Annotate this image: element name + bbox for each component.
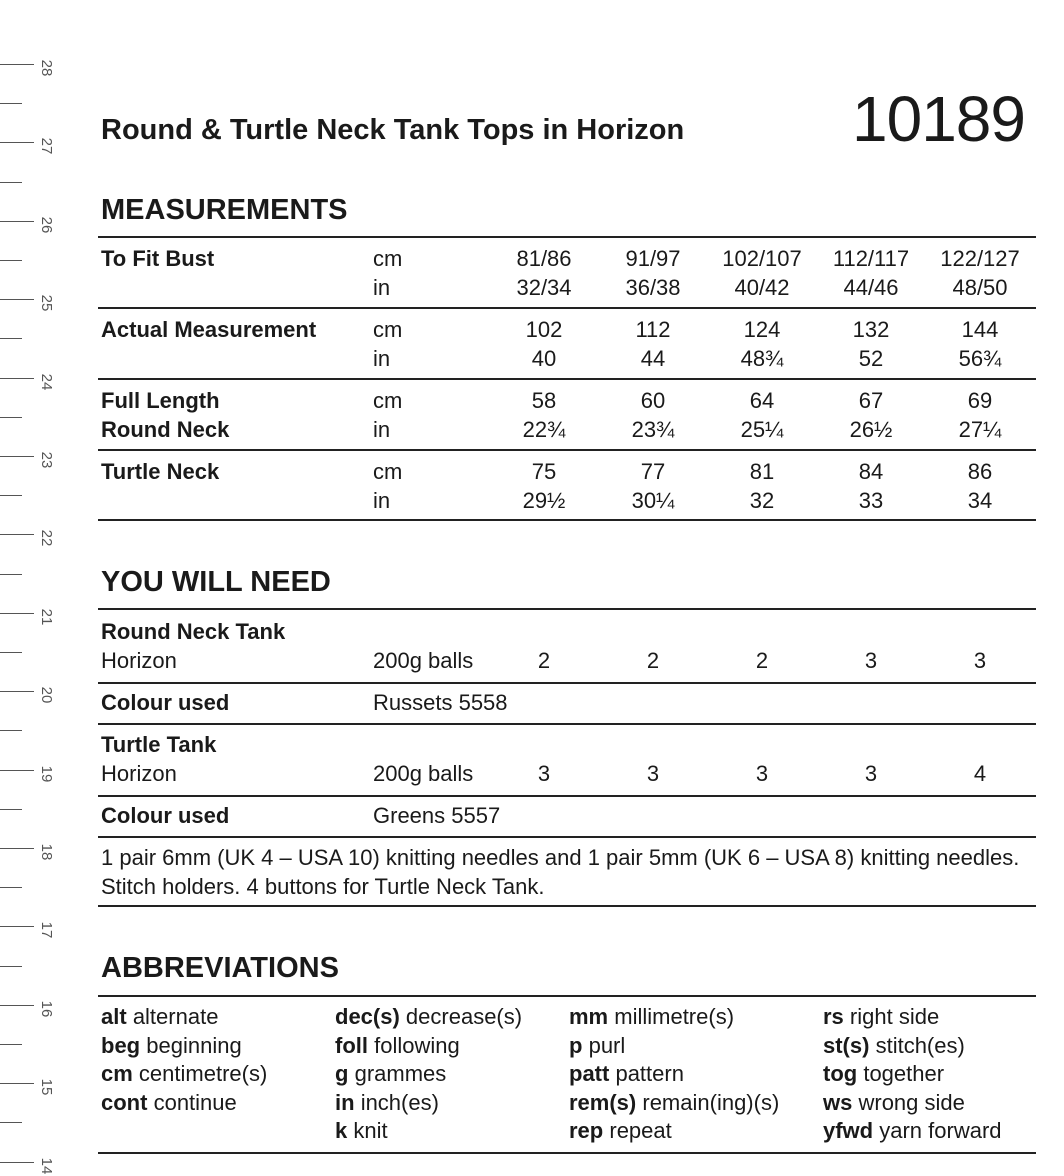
ruler-number: 21 [38, 608, 55, 626]
unit-cm: cm [373, 459, 403, 484]
abbreviation-item [335, 1032, 522, 1061]
round-neck-title: Round Neck Tank [101, 619, 286, 644]
ruler-number: 20 [38, 686, 55, 704]
cm-value: 75 [531, 459, 557, 484]
ruler-number: 15 [38, 1078, 55, 1096]
ball-count: 2 [755, 648, 769, 673]
abbreviation-term: dec(s) [335, 1004, 400, 1029]
abbreviation-term: patt [569, 1061, 610, 1086]
abbreviation-term: rep [569, 1118, 604, 1143]
unit-in: in [373, 417, 391, 442]
ruler-tick [0, 299, 34, 300]
abbreviation-item [569, 1117, 779, 1146]
ruler-tick [0, 926, 34, 927]
ball-count: 3 [864, 761, 878, 786]
ball-count: 3 [973, 648, 987, 673]
ruler-tick [0, 378, 34, 379]
abbreviation-term: p [569, 1032, 583, 1058]
abbreviation-term: st(s) [823, 1032, 870, 1058]
abbreviation-definition: purl [588, 1032, 626, 1058]
ruler-tick [0, 456, 34, 457]
abbreviation-term: cm [101, 1061, 133, 1086]
abbreviation-item [823, 1117, 1002, 1146]
divider [98, 682, 1036, 684]
in-value: 36/38 [625, 275, 681, 300]
you-will-need-heading: YOU WILL NEED [101, 566, 331, 598]
in-value: 25¼ [740, 417, 784, 442]
abbreviation-definition: alternate [132, 1004, 219, 1029]
in-value: 32 [749, 488, 775, 513]
abbreviation-definition: continue [153, 1089, 237, 1115]
cm-value: 102/107 [722, 246, 802, 271]
abbreviation-item [101, 1089, 267, 1118]
abbreviation-definition: pattern [615, 1061, 684, 1086]
ruler-tick [0, 534, 34, 535]
divider [98, 723, 1036, 725]
abbreviation-definition: yarn forward [879, 1118, 1002, 1143]
cm-value: 81/86 [516, 246, 572, 271]
cm-value: 112/117 [832, 246, 910, 271]
cm-value: 60 [640, 388, 666, 413]
abbreviation-definition: grammes [354, 1061, 447, 1086]
ruler-number: 17 [38, 922, 55, 939]
unit-cm: cm [373, 388, 403, 413]
turtle-unit: 200g balls [373, 761, 474, 786]
unit-in: in [373, 488, 391, 513]
ball-count: 3 [537, 761, 551, 786]
abbreviation-column [569, 1003, 779, 1146]
abbreviation-term: beg [101, 1032, 141, 1058]
divider [98, 519, 1036, 521]
row-label: Round Neck [101, 417, 230, 442]
ball-count: 3 [864, 648, 878, 673]
abbreviation-term: yfwd [823, 1118, 874, 1143]
unit-in: in [373, 346, 391, 371]
abbreviation-column [101, 1003, 267, 1117]
abbreviation-item [335, 1060, 522, 1089]
cm-value: 77 [640, 459, 666, 484]
abbreviation-definition: millimetre(s) [614, 1004, 735, 1029]
ruler-tick [0, 221, 34, 222]
ruler-tick [0, 848, 34, 849]
ruler-tick [0, 338, 22, 339]
abbreviation-definition: inch(es) [360, 1089, 439, 1115]
in-value: 27¼ [958, 417, 1002, 442]
unit-in: in [373, 275, 391, 300]
in-value: 40 [531, 346, 557, 371]
ruler-number: 27 [38, 138, 55, 155]
divider [98, 905, 1036, 907]
ruler-tick [0, 417, 22, 418]
cm-value: 58 [531, 388, 557, 413]
abbreviation-item [101, 1060, 267, 1089]
in-value: 48¾ [740, 346, 784, 371]
abbreviation-item [335, 1003, 522, 1032]
abbreviation-term: tog [823, 1061, 858, 1086]
row-label: To Fit Bust [101, 246, 215, 271]
abbreviation-definition: decrease(s) [405, 1004, 523, 1029]
abbreviations-heading: ABBREVIATIONS [101, 952, 339, 984]
ruler-number: 22 [38, 530, 55, 547]
abbreviation-item [335, 1089, 522, 1118]
abbreviation-item [101, 1032, 267, 1061]
abbreviation-definition: stitch(es) [875, 1032, 965, 1058]
in-value: 40/42 [734, 275, 790, 300]
ruler-tick [0, 142, 34, 143]
abbreviation-definition: together [863, 1061, 945, 1086]
ruler-tick [0, 691, 34, 692]
ruler-number: 24 [38, 373, 55, 390]
colour-used-label: Colour used [101, 803, 230, 828]
abbreviation-item [823, 1003, 1002, 1032]
measurements-heading: MEASUREMENTS [101, 194, 348, 226]
divider [98, 995, 1036, 997]
ball-count: 3 [755, 761, 769, 786]
cm-value: 91/97 [625, 246, 681, 271]
abbreviation-term: cont [101, 1089, 148, 1115]
ruler-number: 19 [38, 765, 55, 782]
abbreviation-definition: beginning [146, 1032, 242, 1058]
cm-value: 124 [743, 317, 781, 342]
cm-value: 122/127 [940, 246, 1020, 271]
round-neck-unit: 200g balls [373, 648, 474, 673]
in-value: 30¼ [631, 488, 675, 513]
cm-value: 112 [635, 317, 671, 342]
in-value: 23¾ [631, 417, 675, 442]
ruler-tick [0, 1005, 34, 1006]
abbreviation-item [569, 1060, 779, 1089]
abbreviation-definition: centimetre(s) [138, 1061, 268, 1086]
abbreviation-term: ws [823, 1089, 853, 1115]
page-title: Round & Turtle Neck Tank Tops in Horizon [101, 114, 685, 146]
abbreviation-term: rem(s) [569, 1089, 637, 1115]
abbreviation-item [823, 1032, 1002, 1061]
cm-value: 84 [858, 459, 884, 484]
ruler-tick [0, 966, 22, 967]
in-value: 52 [858, 346, 884, 371]
ruler-number: 18 [38, 843, 55, 861]
ruler-tick [0, 652, 22, 653]
ball-count: 2 [537, 648, 551, 673]
ruler-tick [0, 1122, 22, 1123]
ruler-tick [0, 64, 34, 65]
abbreviation-definition: following [374, 1032, 460, 1058]
divider [98, 795, 1036, 797]
turtle-yarn: Horizon [101, 761, 177, 786]
abbreviation-item [823, 1060, 1002, 1089]
divider [98, 378, 1036, 380]
abbreviation-column [335, 1003, 522, 1146]
abbreviation-item [569, 1032, 779, 1061]
abbreviation-definition: knit [353, 1118, 388, 1143]
unit-cm: cm [373, 317, 403, 342]
ruler-tick [0, 1083, 34, 1084]
ruler-tick [0, 730, 22, 731]
colour-used-label: Colour used [101, 690, 230, 715]
cm-value: 64 [749, 388, 775, 413]
ball-count: 2 [646, 648, 660, 673]
ruler-tick [0, 182, 22, 183]
abbreviation-term: mm [569, 1004, 609, 1029]
needles-text: 1 pair 6mm (UK 4 – USA 10) knitting needles and 1 pair 5mm (UK 6 – USA 8) knitting needles. Stitch holders. 4 buttons for Turtle Neck Tank. [101, 845, 1020, 899]
abbreviation-item [335, 1117, 522, 1146]
in-value: 33 [858, 488, 884, 513]
divider [98, 449, 1036, 451]
divider [98, 608, 1036, 610]
round-neck-colour: Russets 5558 [373, 690, 508, 715]
pattern-number: 10189 [852, 83, 1025, 155]
in-value: 44 [640, 346, 666, 371]
ruler-number: 28 [38, 59, 55, 77]
abbreviation-term: k [335, 1118, 348, 1143]
row-label: Actual Measurement [101, 317, 317, 342]
cm-value: 86 [967, 459, 993, 484]
ruler-number: 16 [38, 1000, 55, 1018]
ball-count: 3 [646, 761, 660, 786]
cm-value: 81 [749, 459, 775, 484]
in-value: 44/46 [843, 275, 899, 300]
ruler-number: 26 [38, 216, 55, 234]
row-label: Full Length [101, 388, 220, 413]
ruler-tick [0, 887, 22, 888]
in-value: 56¾ [958, 346, 1002, 371]
ruler-tick [0, 613, 34, 614]
side-ruler [0, 0, 70, 1175]
ruler-tick [0, 770, 34, 771]
abbreviation-definition: repeat [609, 1118, 672, 1143]
ball-count: 4 [973, 761, 987, 786]
abbreviation-item [569, 1089, 779, 1118]
round-neck-yarn: Horizon [101, 648, 177, 673]
ruler-tick [0, 1044, 22, 1045]
in-value: 48/50 [952, 275, 1008, 300]
row-label: Turtle Neck [101, 459, 220, 484]
turtle-colour: Greens 5557 [373, 803, 501, 828]
abbreviation-term: rs [823, 1004, 844, 1029]
in-value: 26½ [849, 417, 893, 442]
in-value: 34 [967, 488, 993, 513]
ruler-tick [0, 574, 22, 575]
cm-value: 102 [525, 317, 563, 342]
abbreviation-term: g [335, 1061, 349, 1086]
ruler-number: 14 [38, 1157, 55, 1174]
cm-value: 144 [961, 317, 999, 342]
in-value: 29½ [522, 488, 566, 513]
ruler-tick [0, 103, 22, 104]
abbreviation-definition: right side [849, 1004, 940, 1029]
cm-value: 69 [967, 388, 993, 413]
ruler-tick [0, 1162, 34, 1163]
divider [98, 236, 1036, 238]
cm-value: 67 [858, 388, 884, 413]
turtle-title: Turtle Tank [101, 732, 217, 757]
divider [98, 307, 1036, 309]
ruler-number: 25 [38, 294, 55, 312]
abbreviation-term: alt [101, 1004, 127, 1029]
in-value: 32/34 [516, 275, 572, 300]
abbreviation-column [823, 1003, 1002, 1146]
abbreviation-term: in [335, 1089, 355, 1115]
abbreviation-definition: wrong side [858, 1089, 965, 1115]
abbreviation-item [823, 1089, 1002, 1118]
abbreviation-term: foll [335, 1032, 368, 1058]
abbreviation-definition: remain(ing)(s) [642, 1089, 780, 1115]
cm-value: 132 [852, 317, 890, 342]
unit-cm: cm [373, 246, 403, 271]
ruler-tick [0, 809, 22, 810]
ruler-tick [0, 495, 22, 496]
divider [98, 1152, 1036, 1154]
abbreviation-item [101, 1003, 267, 1032]
abbreviation-item [569, 1003, 779, 1032]
in-value: 22¾ [522, 417, 566, 442]
ruler-tick [0, 260, 22, 261]
divider [98, 836, 1036, 838]
ruler-number: 23 [38, 451, 55, 469]
